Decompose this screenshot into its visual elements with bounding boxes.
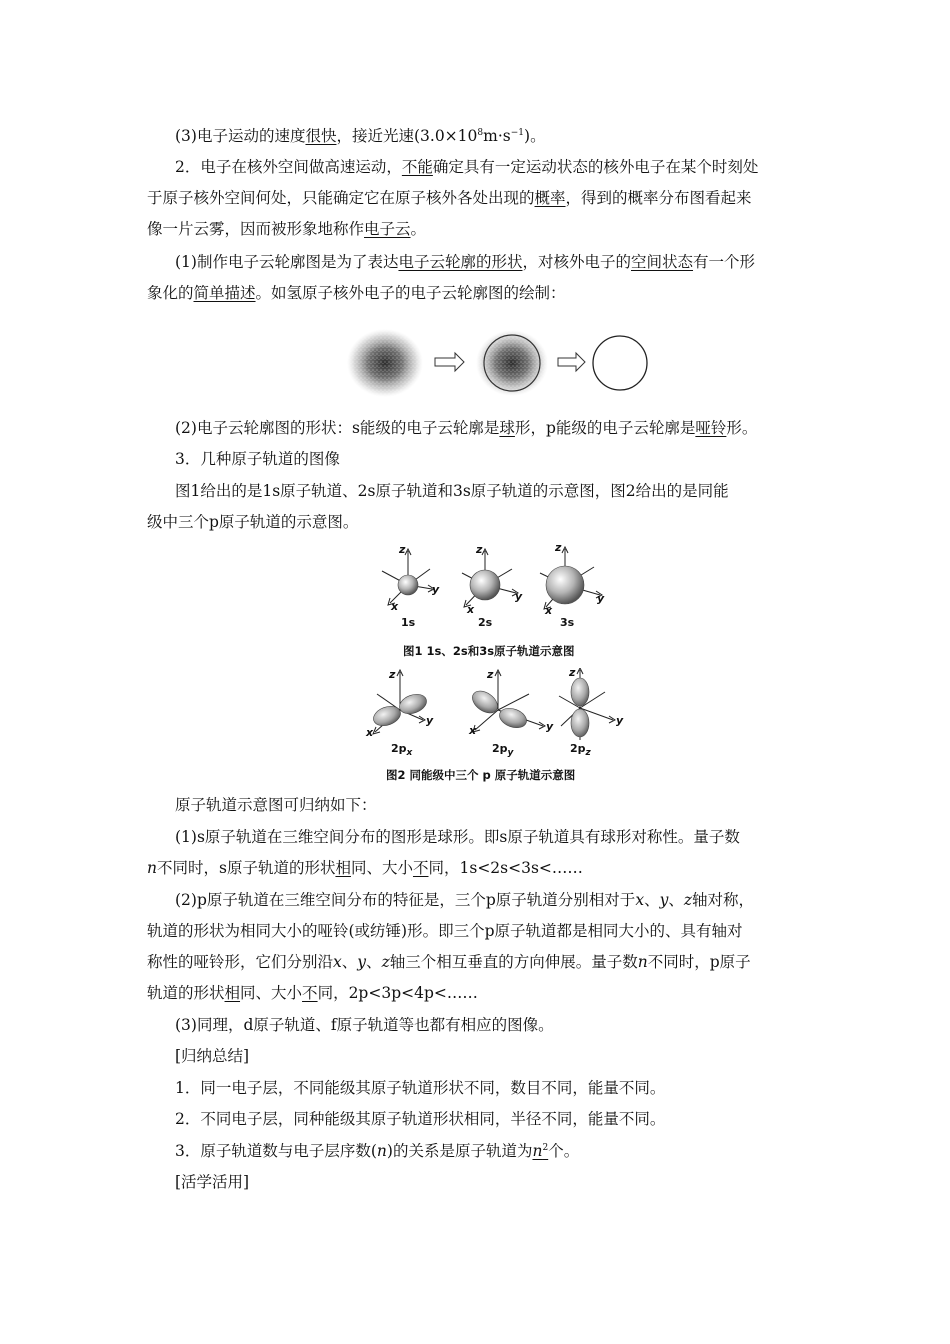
axis-y-label: y (616, 714, 624, 727)
axis-x-label: x (545, 604, 553, 617)
electron-cloud-dots (347, 329, 423, 397)
axis-y-label: y (597, 592, 605, 605)
axis-x-label: x (469, 724, 477, 737)
orbital-2s-sphere (470, 570, 500, 600)
orbital-1s-sphere (398, 575, 418, 595)
figure2-p-orbitals (365, 668, 625, 748)
conclusion-heading: [归纳总结] (175, 1047, 250, 1065)
electron-cloud-outline-circle (593, 336, 647, 390)
para2-line2: 于原子核外空间何处，只能确定它在原子核外各处出现的概率，得到的概率分布图看起来 (147, 189, 752, 207)
axis-x-label: x (366, 726, 374, 739)
summary-p-line2: 轨道的形状为相同大小的哑铃(或纺锤)形。即三个p原子轨道都是相同大小的、具有轴对 (147, 922, 743, 940)
axis-z-label: z (569, 666, 576, 679)
summary-s-line1: (1)s原子轨道在三维空间分布的图形是球形。即s原子轨道具有球形对称性。量子数 (175, 828, 740, 846)
section3-title: 3．几种原子轨道的图像 (175, 450, 340, 468)
orbital-3s-sphere (546, 566, 584, 604)
orbital-label-2py: $2p_y$ (492, 742, 514, 758)
arrow-icon (558, 353, 585, 371)
section3-intro-line1: 图1给出的是1s原子轨道、2s原子轨道和3s原子轨道的示意图，图2给出的是同能 (175, 482, 729, 500)
para2-2: (2)电子云轮廓图的形状：s能级的电子云轮廓是球形，p能级的电子云轮廓是哑铃形。 (175, 419, 758, 437)
electron-cloud-figure (340, 325, 660, 400)
para2-1-line1: (1)制作电子云轮廓图是为了表达电子云轮廓的形状，对核外电子的空间状态有一个形 (175, 253, 756, 271)
practice-heading: [活学活用] (175, 1173, 250, 1191)
conclusion-item-3: 3．原子轨道数与电子层序数(n)的关系是原子轨道为$n^2$个。 (175, 1142, 580, 1160)
orbital-label-1s: 1s (401, 616, 416, 629)
summary-p-line3: 称性的哑铃形，它们分别沿x、y、z轴三个相互垂直的方向伸展。量子数n不同时，p原子 (147, 953, 751, 971)
summary-intro: 原子轨道示意图可归纳如下： (175, 796, 377, 814)
orbital-label-3s: 3s (560, 616, 575, 629)
para2-1-line2: 象化的简单描述。如氢原子核外电子的电子云轮廓图的绘制： (147, 284, 566, 302)
electron-cloud-outlined (476, 330, 548, 396)
axis-z-label: z (487, 668, 494, 681)
axis-z-label: z (555, 541, 562, 554)
para2-line1: 2．电子在核外空间做高速运动，不能确定具有一定运动状态的核外电子在某个时刻处 (175, 158, 759, 176)
axis-y-label: y (432, 583, 440, 596)
orbital-label-2pz: $2p_z$ (570, 742, 591, 758)
figure1-caption: 图1 1s、2s和3s原子轨道示意图 (403, 644, 575, 658)
axis-y-label: y (515, 590, 523, 603)
orbital-2py-lobes (468, 687, 529, 732)
arrow-icon (435, 353, 464, 371)
orbital-label-2px: $2p_x$ (391, 742, 413, 758)
para-speed: (3)电子运动的速度很快，接近光速$(3.0\times 10^8m\cdot s^{-1})$。 (175, 127, 546, 145)
summary-d-line: (3)同理，d原子轨道、f原子轨道等也都有相应的图像。 (175, 1016, 554, 1034)
orbital-label-2s: 2s (478, 616, 493, 629)
axis-z-label: z (389, 668, 396, 681)
conclusion-item-2: 2．不同电子层，同种能级其原子轨道形状相同，半径不同，能量不同。 (175, 1110, 666, 1128)
section3-intro-line2: 级中三个p原子轨道的示意图。 (147, 513, 359, 531)
axis-y-label: y (546, 720, 554, 733)
summary-p-line1: (2)p原子轨道在三维空间分布的特征是，三个p原子轨道分别相对于x、y、z轴对称， (175, 891, 755, 909)
axis-z-label: z (399, 543, 406, 556)
axis-y-label: y (426, 714, 434, 727)
axis-x-label: x (467, 603, 475, 616)
conclusion-item-1: 1．同一电子层，不同能级其原子轨道形状不同，数目不同，能量不同。 (175, 1079, 666, 1097)
figure2-caption: 图2 同能级中三个 p 原子轨道示意图 (386, 768, 576, 782)
axis-x-label: x (391, 600, 399, 613)
summary-p-line4: 轨道的形状相同、大小不同，2p<3p<4p<…… (147, 984, 478, 1002)
para2-line3: 像一片云雾，因而被形象地称作电子云。 (147, 220, 427, 238)
summary-s-line2: n不同时，s原子轨道的形状相同、大小不同，1s<2s<3s<…… (147, 859, 583, 877)
axis-z-label: z (476, 543, 483, 556)
